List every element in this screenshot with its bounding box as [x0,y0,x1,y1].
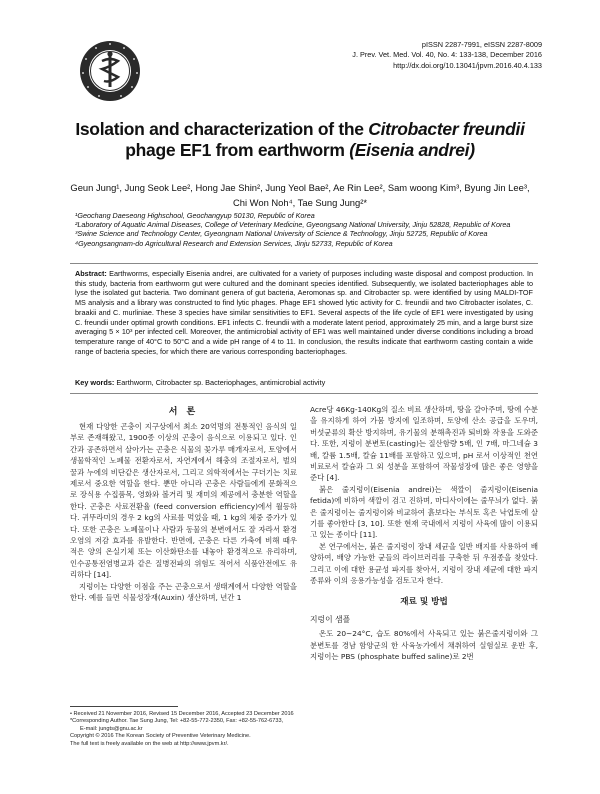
methods-subheading: 지렁이 샘플 [310,614,351,624]
paragraph: 붉은 줄지렁이(Eisenia andrei)는 색깔이 줄지렁이(Eisenia fetida)에 비하여 색깔이 검고 진하며, 마디사이에는 줄무늬가 없다. 붉은 줄지렁이는 줄지렁이와 비교하여 흙보다는 부식토 혹은 낙엽토에 살기를 좋아한다 [3, 10]. 또한 현재 국내에서 지렁이 사육에 많이 이용되고 있는 종이다 [11]. [310,484,538,540]
abstract-label: Abstract: [75,269,107,278]
article-title [60,119,540,161]
abstract-text: Earthworms, especially Eisenia andrei, are cultivated for a variety of purposes including waste disposal and compost production. In this study, bacteria from earthworm gut were cultured and the dominant species identified. Subsequently, we isolated bacteriophages able to lyse the isolated gut bacteria. Two dominant genera of gut bacteria, Aeromonas sp. and Citrobacter sp. were identified by using MALDI-TOF MS analysis and a library was constructed to find lytic phages. Phage EF1 showed lytic activity for C. freundii and two Citrobacter isolates, C. braakii and C. murliniae. These 3 species have similar sensitivities to EF1. Several aspects of the life cycle of EF1 were investigated by using C. freundii under optimal growth conditions. EF1 infects C. freundii with a moderate latent period, approximately 25 min, and a large burst size averaging 5 × 10³ per infected cell. Moreover, the antimicrobial activity of EF1 was well maintained under diverse conditions including a broad temperature range of 40°C to 50°C and a wide pH range of 4 to 11. In conclusion, the results indicate that earthworm casting contain a wide range of bacteria species, for which there are various corresponding bacteriophages. [75,269,534,356]
paragraph: 지렁이는 다양한 이점을 주는 곤충으로서 생태계에서 다양한 역할을 한다. 예를 들면 식물성장재(Auxin) 생산하며, 년간 1 [70,581,297,603]
title-line1-italic: Citrobacter freundii [368,119,525,139]
affiliations [75,211,545,248]
affiliation: ¹Geochang Daeseong Highschool, Geochangyup 50130, Republic of Korea [75,211,315,220]
issn: pISSN 2287-7991, eISSN 2287-8009 [421,40,542,49]
footnote-corresponding: *Corresponding Author. Tae Sung Jung, Tel: +82-55-772-2350, Fax: +82-55-762-6733, [70,718,284,725]
abstract [75,269,533,356]
paragraph: 현재 다양한 곤충이 지구상에서 최소 20억명의 전통적인 음식의 일부로 존재해왔고, 1900종 이상의 곤충이 음식으로 이용되고 있다. 인간과 공존하면서 살아가는 곤충은 식물의 꽃가루 매개자로서, 토양에서 생물학적인 노폐물 전환자로서, 자연계에서 해충의 조절자로서, 벌의 꿀과 누에의 비단같은 생산자로서, 그리고 의학적에서는 구더기는 치료제로서 중요한 역할을 한다. 뿐만 아니라 곤충은 사람들에게 문화적으로 장식용 수집품목, 영화와 볼거리 및 재미의 제공에서 충분한 역할을 한다. 곤충은 사료전환율 (feed conversion efficiency)에서 월등하다. 귀뚜라미의 경우 2 kg의 사료를 먹었을 때, 1 kg의 체중 증가가 있다. 또한 곤충은 노폐물이나 사람과 동물의 분변에서도 잘 자라서 환경오염의 저감 효과를 유발한다. 반면에, 곤충은 다른 가축에 비해 때우 적은 양의 온실기체 또는 이산화탄소를 내놓아 환경적으로 유리하며, 인수공통전염병교과 같은 질병전파의 위험도 적어서 식품안전에도 유리하다 [14]. [70,422,297,580]
authors-line2: Chi Won Noh⁴, Tae Sung Jung²* [233,196,367,208]
journal-meta [352,40,542,71]
keywords-text: Earthworm, Citrobacter sp. Bacteriophages, antimicrobial activity [116,378,326,387]
footnote-email[interactable]: E-mail: jungts@gnu.ac.kr [80,725,143,732]
keywords [75,378,533,388]
methods-heading: 재료 및 방법 [400,596,448,607]
paragraph: Acre당 46Kg-140Kg의 질소 비료 생산하며, 땅을 갈아주며, 땅에 수분을 유지하게 하여 가뭄 방지에 일조하며, 토양에 산소 공급을 도우며, 버섯균류의 확산 방지하며, 유기물의 분해촉진과 퇴비화 작용을 도와준다. 또한, 지렁이 분변토(casting)는 질산함량 5배, 인 7배, 마그네슘 3배, 칼륨 1.5배, 칼슘 11배를 포함하고 있으며, pH 로서 이상적인 천연비료로서 칼슘과 그 외 성분을 포함하여 작물성장에 많은 좋은 영향을 준다 [4]. [310,405,538,483]
footnote-rule [70,706,178,707]
paragraph: 본 연구에서는, 붉은 줄지렁이 장내 세균을 일반 배지를 사용하여 배양하여, 배양 가능한 균들의 라이브러리를 구축한 뒤 우점종을 찾았다. 그리고 이에 대한 용균성 파지를 찾아서, 지렁이 장내 세균에 대한 파지 종류와 이의 응용가능성을 검토고자 한다. [310,541,538,586]
society-seal-icon [78,39,142,103]
intro-heading: 서 론 [168,407,199,417]
affiliation: ⁴Gyeongsangnam-do Agricultural Research and Extension Services, Jinju 52733, Republic of Korea [75,238,393,248]
keywords-label: Key words: [75,378,115,387]
society-logo [78,39,142,103]
title-line2-italic: (Eisenia andrei) [349,140,475,160]
footnote-received: • Received 21 November 2016, Revised 15 December 2016, Accepted 23 December 2016 [70,711,294,717]
left-column [70,421,297,604]
right-column [310,404,538,663]
author-list [60,181,540,210]
authors-line1: Geun Jung¹, Jung Seok Lee², Hong Jae Shin², Jung Yeol Bae², Ae Rin Lee², Sam woong Kim³, Byung Jin Lee³, [70,182,530,193]
abstract-bottom-rule [70,393,538,394]
doi-link[interactable]: http://dx.doi.org/10.13041/jpvm.2016.40.4.133 [393,60,542,70]
citation: J. Prev. Vet. Med. Vol. 40, No. 4: 133-138, December 2016 [352,50,542,60]
footnotes [70,711,305,748]
footnote-copyright: Copyright © 2016 The Korean Society of Preventive Veterinary Medicine. [70,733,251,740]
title-line2: phage EF1 from earthworm [125,140,350,160]
footnote-availability: The full text is freely available on the web at http://www.jpvm.kr/. [70,740,229,747]
affiliation: ³Swine Science and Technology Center, Gyeongnam National University of Science & Technology, Jinju 52725, Republic of Korea [75,229,488,239]
abstract-top-rule [70,263,538,264]
title-line1: Isolation and characterization of the [75,119,369,139]
affiliation: ²Laboratory of Aquatic Animal Diseases, College of Veterinary Medicine, Gyeongsang National University, Jinju 52828, Republic of Korea [75,220,511,230]
paragraph: 온도 20~24°C, 습도 80%에서 사육되고 있는 붉은줄지렁이와 그 분변토를 경남 함양군의 한 사육농가에서 채취하여 실험실로 운반 후, 지렁이는 PBS (phosphate buffed saline)로 2번 [310,629,538,662]
